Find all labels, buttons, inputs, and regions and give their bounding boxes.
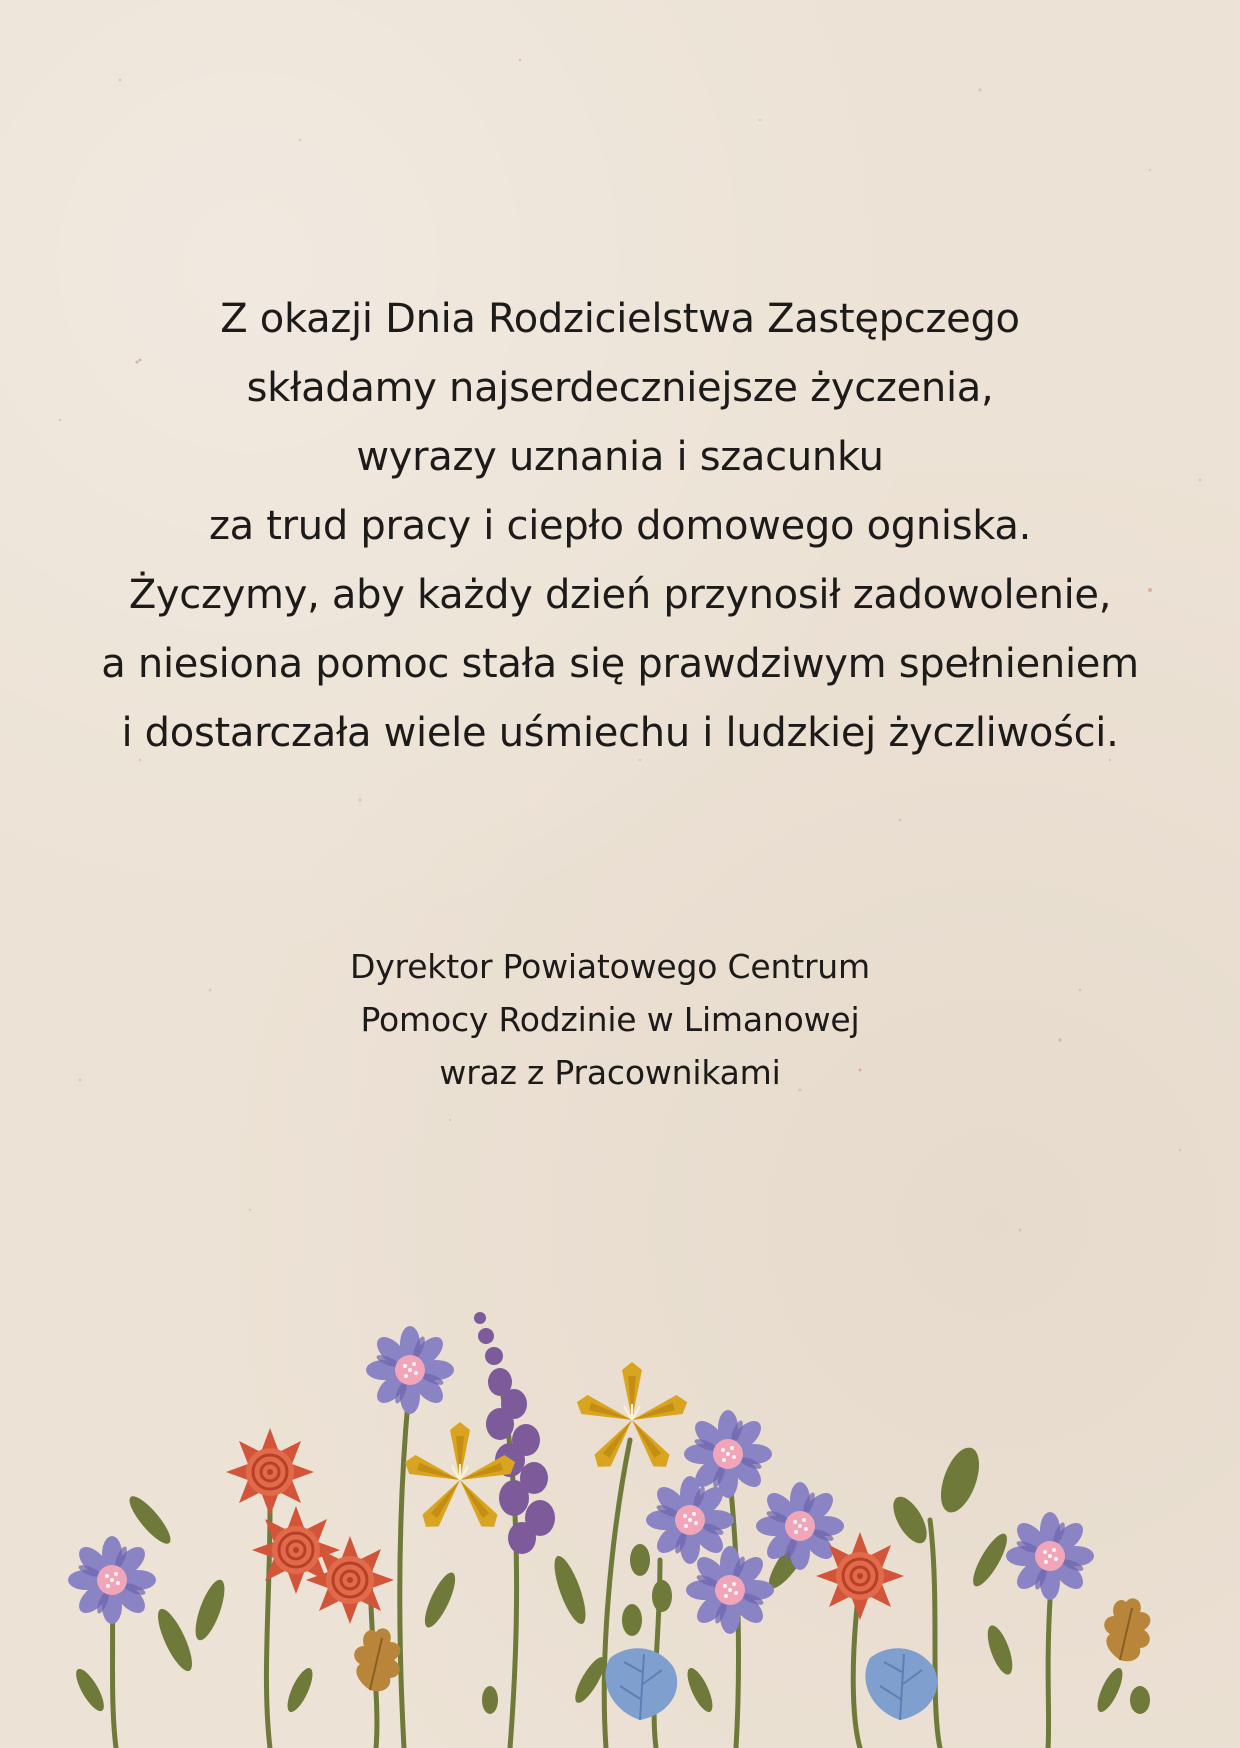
cornflower-icon [686, 1546, 774, 1634]
red-dahlia-icon [816, 1532, 904, 1620]
blue-leaf-icon [605, 1648, 677, 1720]
greeting-text [70, 285, 1170, 768]
cornflower-icon [756, 1482, 844, 1570]
greeting-line: wyrazy uznania i szacunku [356, 434, 884, 480]
cornflower-icon [68, 1536, 156, 1624]
greeting-line: składamy najserdeczniejsze życzenia, [246, 365, 994, 411]
signature-line: Dyrektor Powiatowego Centrum [350, 947, 870, 986]
oak-leaf-icon [1104, 1598, 1150, 1661]
oak-leaf-icon [354, 1628, 400, 1691]
greeting-line: Z okazji Dnia Rodzicielstwa Zastępczego [220, 296, 1020, 342]
greeting-line: za trud pracy i ciepło domowego ogniska. [208, 503, 1032, 549]
lily-icon [574, 1362, 691, 1473]
blue-leaf-icon [865, 1648, 937, 1720]
cornflower-icon [646, 1476, 734, 1564]
cornflower-icon [366, 1326, 454, 1414]
signature-line: wraz z Pracownikami [439, 1053, 781, 1092]
floral-border [0, 1290, 1240, 1748]
signature-line: Pomocy Rodzinie w Limanowej [360, 1000, 860, 1039]
red-dahlia-icon [226, 1428, 314, 1516]
greeting-line: Życzymy, aby każdy dzień przynosił zadowolenie, [128, 572, 1112, 618]
red-dahlia-icon [306, 1536, 394, 1624]
greeting-line: i dostarczała wiele uśmiechu i ludzkiej życzliwości. [121, 710, 1119, 756]
cornflower-icon [1006, 1512, 1094, 1600]
signature-block [270, 940, 950, 1099]
greeting-line: a niesiona pomoc stała się prawdziwym spełnieniem [101, 641, 1139, 687]
